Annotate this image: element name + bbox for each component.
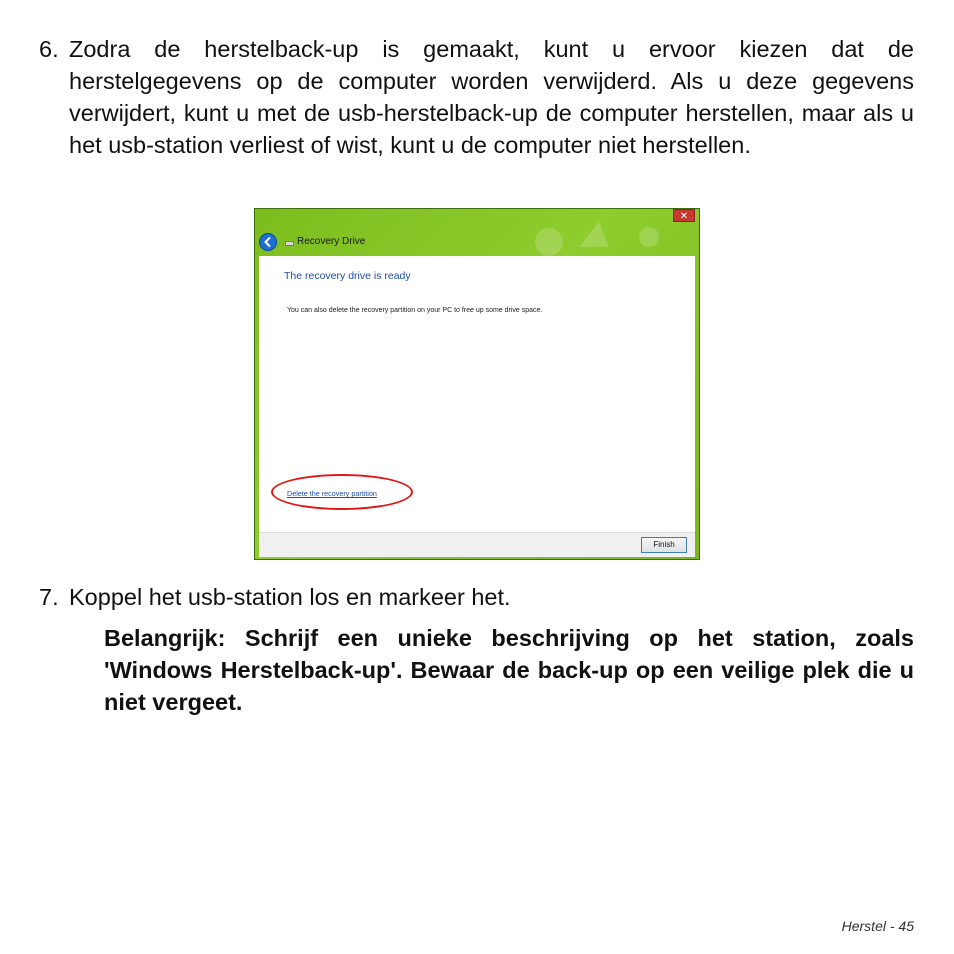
step-7-number: 7. (39, 584, 59, 610)
step-7-text: Koppel het usb-station los en markeer het. (69, 584, 511, 610)
highlight-ring (271, 474, 413, 510)
wizard-heading: The recovery drive is ready (284, 270, 411, 282)
window-title: Recovery Drive (297, 236, 366, 247)
wizard-content (259, 256, 695, 532)
recovery-drive-screenshot (254, 208, 700, 560)
page-footer (842, 918, 914, 934)
background-decoration (519, 217, 679, 257)
delete-partition-link[interactable]: Delete the recovery partition (287, 489, 377, 498)
usb-drive-icon (285, 241, 294, 246)
back-arrow-icon[interactable] (259, 233, 277, 251)
footer-section: Herstel - (841, 918, 895, 934)
window-close-button[interactable]: ✕ (673, 209, 695, 222)
important-note: Belangrijk: Schrijf een unieke beschrijving op het station, zoals 'Windows Herstelback-up'. Bewaar de back-up op een veilige plek die u niet vergeet. (104, 625, 914, 715)
step-6-text: Zodra de herstelback-up is gemaakt, kunt u ervoor kiezen dat de herstelgegevens op de computer worden verwijderd. Als u deze gegevens verwijdert, kunt u met de usb-herstelback-up de computer herstellen, maar als u het usb-station verliest of wist, kunt u de computer niet herstellen. (69, 36, 914, 158)
page-number: 45 (898, 918, 914, 934)
finish-button[interactable]: Finish (641, 537, 687, 553)
step-6-number: 6. (39, 36, 59, 62)
wizard-footer (259, 532, 695, 557)
wizard-info-text: You can also delete the recovery partition on your PC to free up some drive space. (287, 307, 543, 314)
